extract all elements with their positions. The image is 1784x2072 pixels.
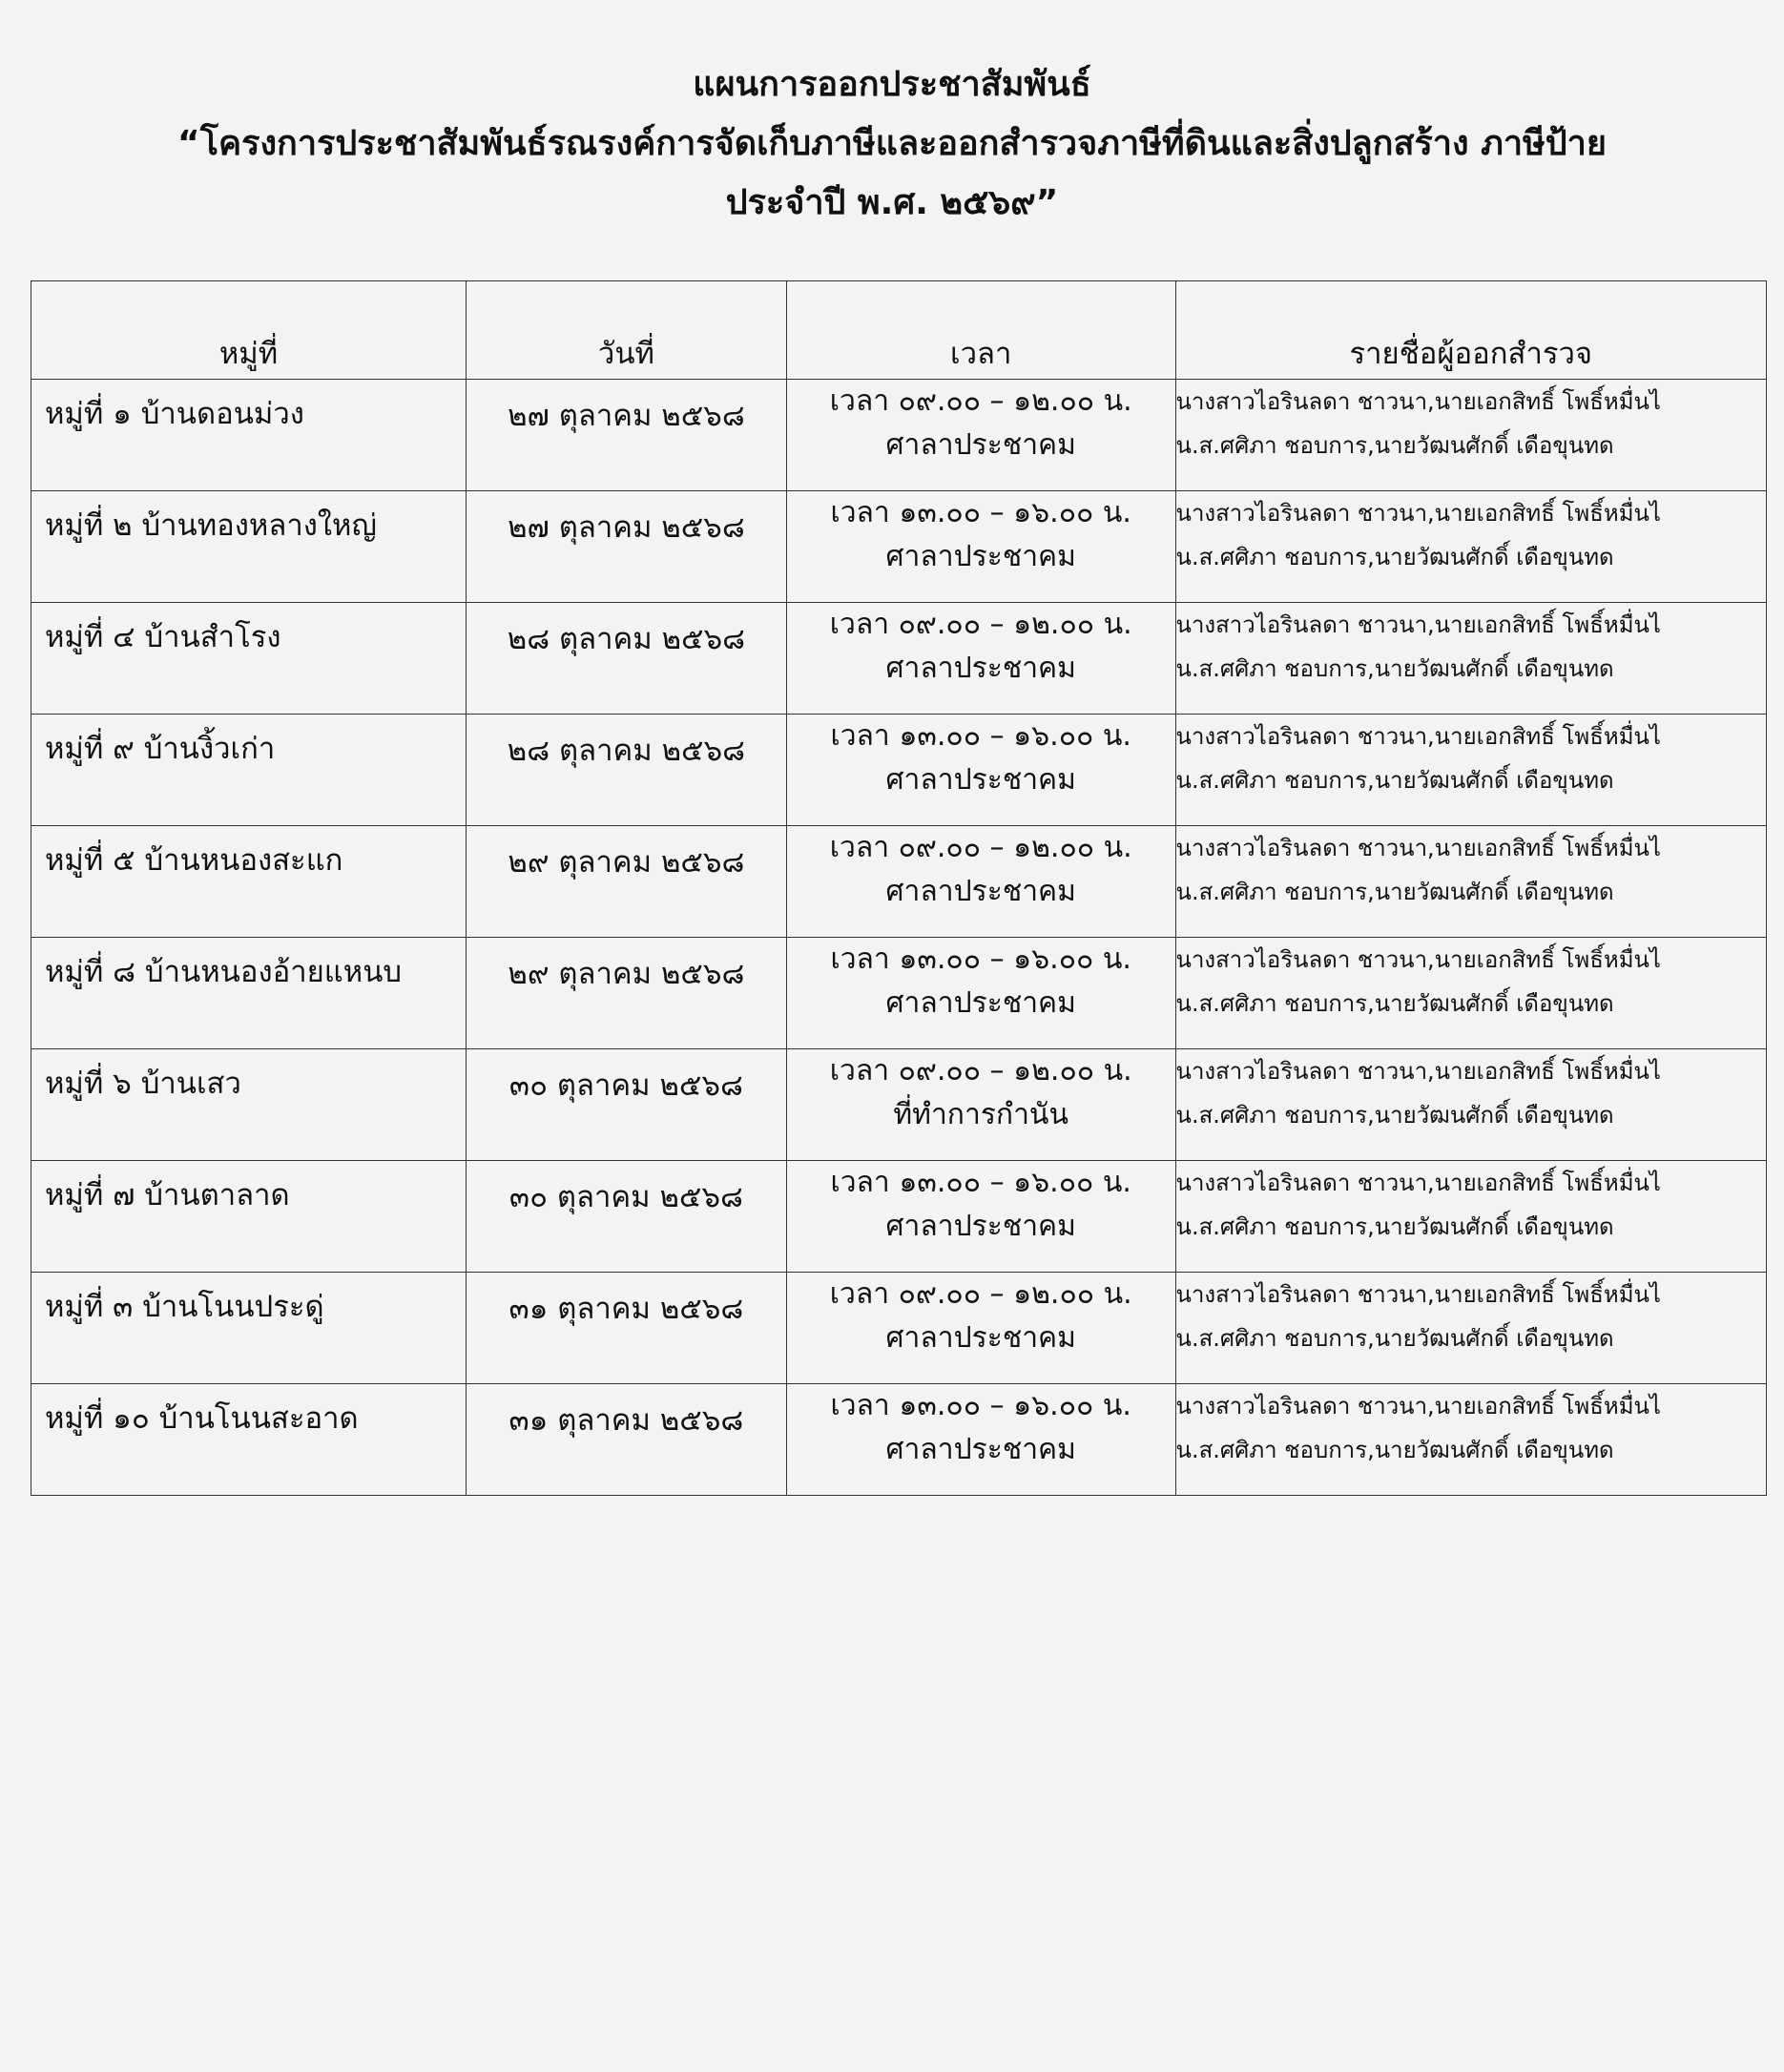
date-value: ๓๑ ตุลาคม ๒๕๖๘ (508, 1292, 744, 1326)
table-row (31, 1049, 1767, 1161)
surveyors-line-1: นางสาวไอรินลดา ชาวนา,นายเอกสิทธิ์ โพธิ์หมื่นไ (1175, 835, 1661, 861)
date-value: ๒๘ ตุลาคม ๒๕๖๘ (507, 622, 746, 656)
table-row (31, 826, 1767, 938)
date-value: ๓๐ ตุลาคม ๒๕๖๘ (508, 1180, 743, 1214)
table-row (31, 491, 1767, 603)
surveyors-line-1: นางสาวไอรินลดา ชาวนา,นายเอกสิทธิ์ โพธิ์หมื่นไ (1175, 1058, 1661, 1085)
date-cell (467, 1384, 787, 1496)
time-cell (786, 938, 1175, 1049)
date-cell (467, 826, 787, 938)
village-cell (31, 1161, 467, 1273)
venue: ศาลาประชาคม (885, 763, 1076, 797)
surveyors-line-2: น.ส.ศศิภา ชอบการ,นายวัฒนศักดิ์ เดือขุนทด (1175, 990, 1614, 1017)
table-row (31, 1384, 1767, 1496)
date-value: ๒๙ ตุลาคม ๒๕๖๘ (508, 957, 745, 991)
date-value: ๓๐ ตุลาคม ๒๕๖๘ (508, 1068, 743, 1103)
table-row (31, 603, 1767, 715)
table-row (31, 1161, 1767, 1273)
time-cell (786, 491, 1175, 603)
date-cell (467, 491, 787, 603)
header-surveyors: รายชื่อผู้ออกสำรวจ (1175, 281, 1766, 380)
date-cell (467, 938, 787, 1049)
surveyors-cell (1175, 715, 1766, 826)
venue: ศาลาประชาคม (885, 1321, 1076, 1355)
village-name: หมู่ที่ ๙ บ้านงิ้วเก่า (45, 732, 276, 766)
time-range: เวลา ๐๙.๐๐ – ๑๒.๐๐ น. (829, 1277, 1132, 1311)
surveyors-line-2: น.ส.ศศิภา ชอบการ,นายวัฒนศักดิ์ เดือขุนทด (1175, 1437, 1614, 1463)
venue: ศาลาประชาคม (885, 1433, 1076, 1466)
fiscal-year: ประจำปี พ.ศ. ๒๕๖๙” (725, 183, 1059, 222)
date-cell (467, 1161, 787, 1273)
time-range: เวลา ๑๓.๐๐ – ๑๖.๐๐ น. (830, 719, 1131, 753)
time-range: เวลา ๐๙.๐๐ – ๑๒.๐๐ น. (829, 608, 1132, 641)
time-range: เวลา ๑๓.๐๐ – ๑๖.๐๐ น. (830, 496, 1131, 529)
surveyors-cell (1175, 1161, 1766, 1273)
header-row (31, 281, 1767, 380)
surveyors-line-1: นางสาวไอรินลดา ชาวนา,นายเอกสิทธิ์ โพธิ์หมื่นไ (1175, 946, 1661, 973)
village-cell (31, 491, 467, 603)
venue: ศาลาประชาคม (885, 652, 1076, 685)
time-cell (786, 715, 1175, 826)
time-range: เวลา ๑๓.๐๐ – ๑๖.๐๐ น. (830, 943, 1131, 976)
surveyors-line-1: นางสาวไอรินลดา ชาวนา,นายเอกสิทธิ์ โพธิ์หมื่นไ (1175, 611, 1661, 638)
village-name: หมู่ที่ ๒ บ้านทองหลางใหญ่ (45, 508, 377, 543)
time-range: เวลา ๐๙.๐๐ – ๑๒.๐๐ น. (829, 384, 1132, 418)
surveyors-cell (1175, 826, 1766, 938)
time-cell (786, 1049, 1175, 1161)
surveyors-cell (1175, 603, 1766, 715)
venue: ที่ทำการกำนัน (893, 1098, 1068, 1131)
village-cell (31, 715, 467, 826)
village-cell (31, 938, 467, 1049)
date-value: ๓๑ ตุลาคม ๒๕๖๘ (508, 1403, 744, 1438)
date-cell (467, 715, 787, 826)
surveyors-cell (1175, 1049, 1766, 1161)
time-cell (786, 1273, 1175, 1384)
surveyors-line-2: น.ส.ศศิภา ชอบการ,นายวัฒนศักดิ์ เดือขุนทด (1175, 1213, 1614, 1240)
surveyors-cell (1175, 1384, 1766, 1496)
village-cell (31, 380, 467, 491)
surveyors-line-2: น.ส.ศศิภา ชอบการ,นายวัฒนศักดิ์ เดือขุนทด (1175, 1325, 1614, 1352)
date-cell (467, 1273, 787, 1384)
village-name: หมู่ที่ ๑๐ บ้านโนนสะอาด (45, 1401, 359, 1436)
surveyors-cell (1175, 491, 1766, 603)
time-cell (786, 1161, 1175, 1273)
village-name: หมู่ที่ ๓ บ้านโนนประดู่ (45, 1290, 324, 1324)
date-value: ๒๗ ตุลาคม ๒๕๖๘ (508, 399, 745, 433)
surveyors-line-2: น.ส.ศศิภา ชอบการ,นายวัฒนศักดิ์ เดือขุนทด (1175, 1102, 1614, 1129)
village-name: หมู่ที่ ๖ บ้านเสว (45, 1067, 241, 1101)
surveyors-line-1: นางสาวไอรินลดา ชาวนา,นายเอกสิทธิ์ โพธิ์หมื่นไ (1175, 1170, 1661, 1196)
village-cell (31, 603, 467, 715)
village-name: หมู่ที่ ๘ บ้านหนองอ้ายแหนบ (45, 955, 403, 989)
surveyors-line-2: น.ส.ศศิภา ชอบการ,นายวัฒนศักดิ์ เดือขุนทด (1175, 767, 1614, 794)
title-block (0, 55, 1784, 233)
village-cell (31, 826, 467, 938)
surveyors-line-1: นางสาวไอรินลดา ชาวนา,นายเอกสิทธิ์ โพธิ์หมื่นไ (1175, 388, 1661, 415)
header-time: เวลา (786, 281, 1175, 380)
date-value: ๒๘ ตุลาคม ๒๕๖๘ (507, 734, 746, 768)
surveyors-line-1: นางสาวไอรินลดา ชาวนา,นายเอกสิทธิ์ โพธิ์หมื่นไ (1175, 723, 1661, 750)
surveyors-line-1: นางสาวไอรินลดา ชาวนา,นายเอกสิทธิ์ โพธิ์หมื่นไ (1175, 500, 1661, 527)
village-name: หมู่ที่ ๕ บ้านหนองสะแก (45, 843, 343, 878)
village-name: หมู่ที่ ๑ บ้านดอนม่วง (45, 397, 304, 431)
date-value: ๒๗ ตุลาคม ๒๕๖๘ (508, 510, 745, 545)
venue: ศาลาประชาคม (885, 540, 1076, 573)
venue: ศาลาประชาคม (885, 986, 1076, 1020)
date-cell (467, 380, 787, 491)
surveyors-line-2: น.ส.ศศิภา ชอบการ,นายวัฒนศักดิ์ เดือขุนทด (1175, 432, 1614, 459)
venue: ศาลาประชาคม (885, 875, 1076, 908)
time-range: เวลา ๐๙.๐๐ – ๑๒.๐๐ น. (829, 831, 1132, 864)
table-row (31, 1273, 1767, 1384)
surveyors-cell (1175, 380, 1766, 491)
surveyors-line-2: น.ส.ศศิภา ชอบการ,นายวัฒนศักดิ์ เดือขุนทด (1175, 879, 1614, 905)
time-range: เวลา ๑๓.๐๐ – ๑๖.๐๐ น. (830, 1166, 1131, 1199)
header-village: หมู่ที่ (31, 281, 467, 380)
header-date: วันที่ (467, 281, 787, 380)
surveyors-line-1: นางสาวไอรินลดา ชาวนา,นายเอกสิทธิ์ โพธิ์หมื่นไ (1175, 1393, 1661, 1419)
time-range: เวลา ๑๓.๐๐ – ๑๖.๐๐ น. (830, 1389, 1131, 1422)
schedule-table (31, 280, 1767, 1496)
surveyors-line-2: น.ส.ศศิภา ชอบการ,นายวัฒนศักดิ์ เดือขุนทด (1175, 544, 1614, 570)
table-row (31, 380, 1767, 491)
time-cell (786, 1384, 1175, 1496)
time-range: เวลา ๐๙.๐๐ – ๑๒.๐๐ น. (829, 1054, 1132, 1088)
village-name: หมู่ที่ ๗ บ้านตาลาด (45, 1178, 290, 1212)
village-cell (31, 1384, 467, 1496)
project-title: “โครงการประชาสัมพันธ์รณรงค์การจัดเก็บภาษีและออกสำรวจภาษีที่ดินและสิ่งปลูกสร้าง ภาษีป้าย (177, 124, 1607, 163)
village-name: หมู่ที่ ๔ บ้านสำโรง (45, 620, 281, 654)
surveyors-cell (1175, 938, 1766, 1049)
village-cell (31, 1049, 467, 1161)
date-cell (467, 603, 787, 715)
date-cell (467, 1049, 787, 1161)
venue: ศาลาประชาคม (885, 1210, 1076, 1243)
table-row (31, 938, 1767, 1049)
table-row (31, 715, 1767, 826)
time-cell (786, 603, 1175, 715)
surveyors-line-1: นางสาวไอรินลดา ชาวนา,นายเอกสิทธิ์ โพธิ์หมื่นไ (1175, 1281, 1661, 1308)
date-value: ๒๙ ตุลาคม ๒๕๖๘ (508, 845, 745, 880)
venue: ศาลาประชาคม (885, 428, 1076, 462)
surveyors-cell (1175, 1273, 1766, 1384)
time-cell (786, 380, 1175, 491)
surveyors-line-2: น.ส.ศศิภา ชอบการ,นายวัฒนศักดิ์ เดือขุนทด (1175, 655, 1614, 682)
document-title: แผนการออกประชาสัมพันธ์ (693, 65, 1091, 104)
time-cell (786, 826, 1175, 938)
village-cell (31, 1273, 467, 1384)
